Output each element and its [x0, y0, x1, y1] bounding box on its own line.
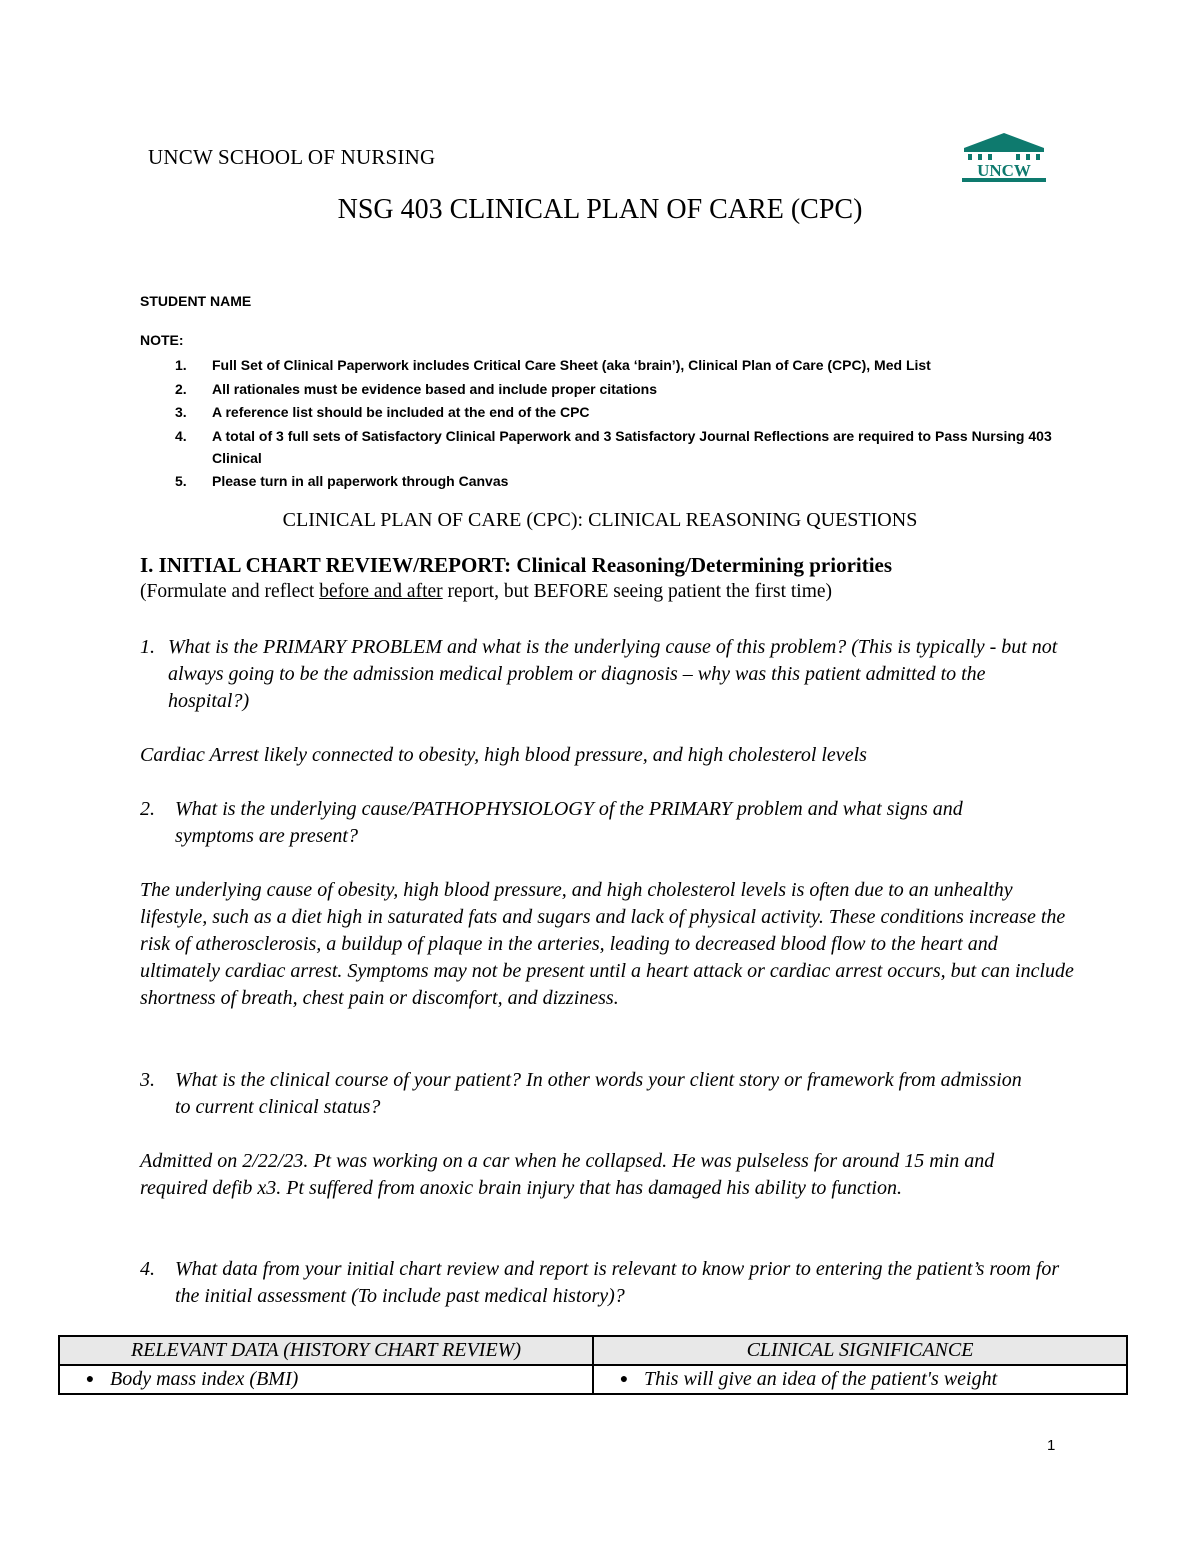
question-number: 2.: [140, 798, 155, 820]
uncw-logo: [958, 132, 1050, 184]
note-item: [175, 378, 1055, 400]
page-number: 1: [1047, 1437, 1056, 1454]
table-cell-text: This will give an idea of the patient's weight: [644, 1368, 998, 1390]
table-header-clinical-significance: CLINICAL SIGNIFICANCE: [593, 1336, 1127, 1365]
question-3: [140, 1067, 1040, 1121]
table-cell: [593, 1365, 1127, 1394]
question-number: 3.: [140, 1069, 155, 1091]
note-item-text: All rationales must be evidence based and include proper citations: [212, 380, 658, 397]
bullet-icon: ●: [619, 1372, 629, 1387]
note-item-number: 2.: [175, 380, 187, 397]
note-item: [175, 470, 1055, 492]
table-cell: [59, 1365, 593, 1394]
uncw-logo-text: UNCW: [977, 161, 1031, 180]
note-item-number: 5.: [175, 473, 187, 489]
relevant-data-table: [58, 1335, 1128, 1395]
note-item-number: 1.: [175, 357, 187, 373]
section-subtitle: [140, 581, 832, 603]
student-name-label: STUDENT NAME: [140, 293, 252, 309]
answer-2: The underlying cause of obesity, high blood pressure, and high cholesterol levels is often due to an unhealthy lifestyle, such as a diet high in saturated fats and sugars and lack of physical activity. These conditions increase the risk of atherosclerosis, a buildup of plaque in the arteries, leading to decreased blood flow to the heart and ultimately cardiac arrest. Symptoms may not be present until a heart attack or cardiac arrest occurs, but can include shortness of breath, chest pain or discomfort, and dizziness.: [140, 879, 1074, 1009]
note-item: [175, 401, 1055, 423]
subtitle-text: (Formulate and reflect: [140, 581, 320, 602]
uncw-logo-icon: [958, 132, 1050, 184]
bullet-icon: ●: [85, 1372, 95, 1387]
question-text: What data from your initial chart review and report is relevant to know prior to entering the patient’s room for the initial assessment (To include past medical history)?: [175, 1258, 1060, 1307]
question-1: [140, 634, 1060, 715]
note-label: NOTE:: [140, 332, 184, 348]
subtitle-underlined-text: before and after: [319, 581, 443, 602]
note-item-text: A total of 3 full sets of Satisfactory Clinical Paperwork and 3 Satisfactory Journal Reflections are required to Pass Nursing 403 Clinical: [212, 427, 1052, 466]
answer-3: Admitted on 2/22/23. Pt was working on a car when he collapsed. He was pulseless for around 15 min and required defib x3. Pt suffered from anoxic brain injury that has damaged his ability to function.: [140, 1150, 995, 1199]
note-item-number: 4.: [175, 427, 187, 444]
table-cell-text: Body mass index (BMI): [110, 1368, 299, 1390]
note-item-number: 3.: [175, 404, 187, 420]
note-item-text: Full Set of Clinical Paperwork includes Critical Care Sheet (aka ‘brain’), Clinical Plan of Care (CPC), Med List: [212, 357, 931, 373]
question-text: What is the underlying cause/PATHOPHYSIOLOGY of the PRIMARY problem and what signs and symptoms are present?: [175, 798, 963, 847]
answer-1: Cardiac Arrest likely connected to obesity, high blood pressure, and high cholesterol levels: [140, 744, 867, 766]
question-number: 1.: [140, 636, 155, 658]
section-title: I. INITIAL CHART REVIEW/REPORT: Clinical Reasoning/Determining priorities: [140, 553, 893, 577]
note-list: [175, 354, 1055, 494]
table-header-relevant-data: RELEVANT DATA (HISTORY CHART REVIEW): [59, 1336, 593, 1365]
question-4: [140, 1256, 1060, 1310]
note-item: [175, 425, 1055, 469]
question-number: 4.: [140, 1258, 155, 1280]
note-item-text: A reference list should be included at the end of the CPC: [212, 404, 590, 420]
note-item-text: Please turn in all paperwork through Canvas: [212, 473, 509, 489]
section-heading: CLINICAL PLAN OF CARE (CPC): CLINICAL REASONING QUESTIONS: [282, 509, 918, 531]
note-item: [175, 354, 1055, 376]
table-row: [59, 1365, 1127, 1394]
subtitle-text: report, but BEFORE seeing patient the first time): [442, 581, 833, 602]
question-text: What is the PRIMARY PROBLEM and what is the underlying cause of this problem? (This is typically - but not always going to be the admission medical problem or diagnosis – why was this patient admitted to the hospital?): [168, 636, 1058, 712]
page-title: NSG 403 CLINICAL PLAN OF CARE (CPC): [337, 194, 863, 225]
question-2: [140, 796, 1040, 850]
question-text: What is the clinical course of your patient? In other words your client story or framework from admission to current clinical status?: [175, 1069, 1022, 1118]
table-header-row: [59, 1336, 1127, 1365]
school-name: UNCW SCHOOL OF NURSING: [148, 145, 436, 169]
